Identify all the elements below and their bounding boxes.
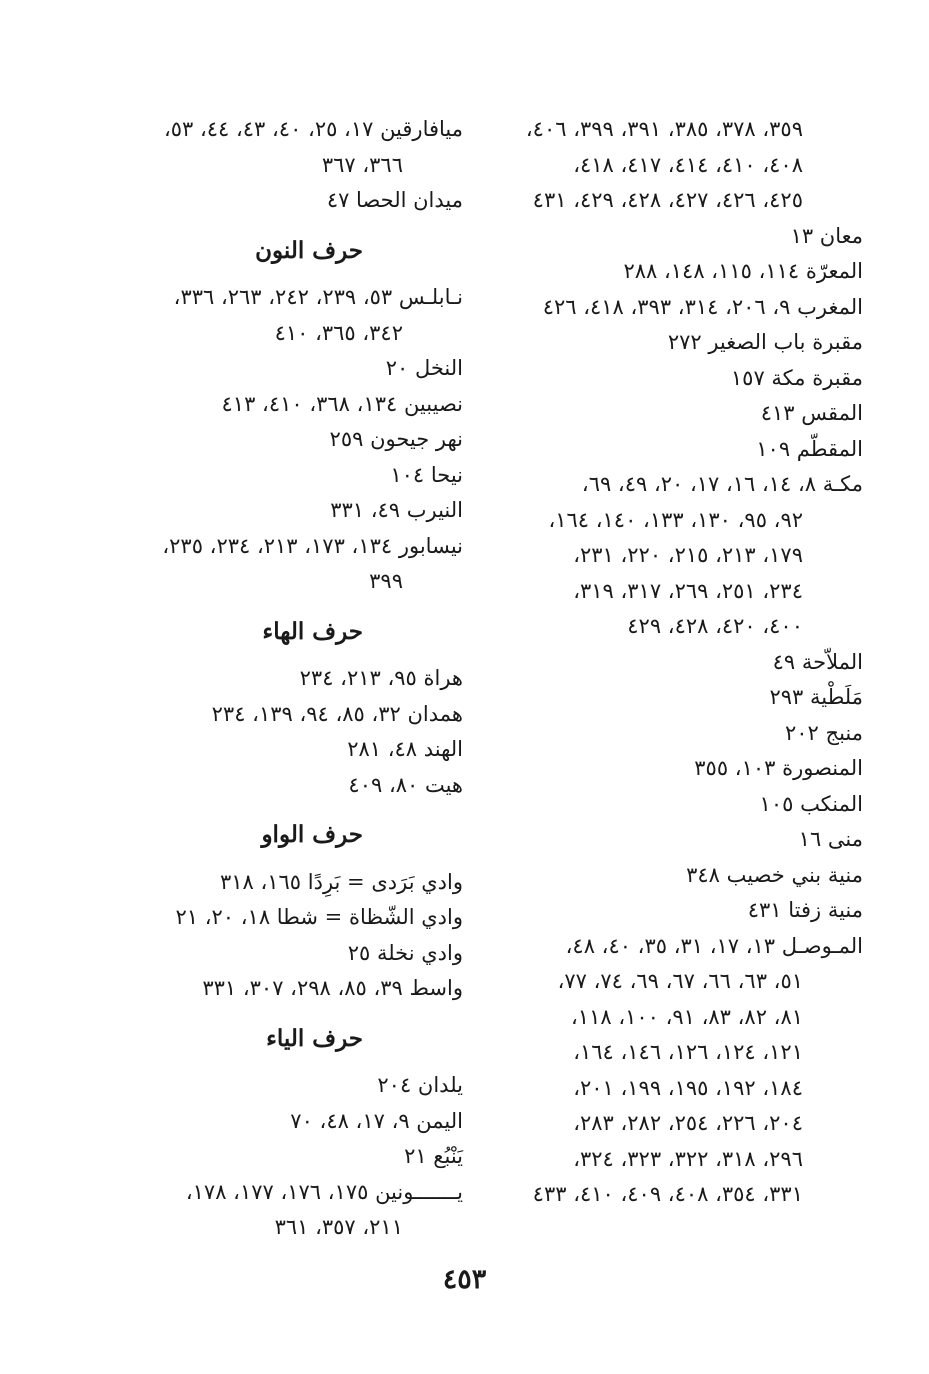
- index-entry-continuation: ٤٢٥، ٤٢٦، ٤٢٧، ٤٢٨، ٤٢٩، ٤٣١: [532, 188, 803, 212]
- index-entry: المنصورة ١٠٣، ٣٥٥: [694, 756, 863, 780]
- index-entry: المقس ٤١٣: [760, 401, 863, 425]
- index-entry: المنكب ١٠٥: [759, 791, 863, 816]
- index-entry-continuation: ١٢١، ١٢٤، ١٢٦، ١٤٦، ١٦٤،: [573, 1040, 803, 1064]
- index-entry: هراة ٩٥، ٢١٣، ٢٣٤: [299, 666, 463, 690]
- index-entry: معان ١٣: [790, 223, 863, 248]
- index-entry: منية زفتا ٤٣١: [747, 898, 863, 922]
- index-entry-continuation: ٣٦٦، ٣٦٧: [321, 152, 403, 177]
- index-entry: النخل ٢٠: [385, 356, 463, 380]
- index-entry-continuation: ٣٣١، ٣٥٤، ٤٠٨، ٤٠٩، ٤١٠، ٤٣٣: [532, 1182, 803, 1206]
- index-entry: نيحا ١٠٤: [390, 462, 463, 487]
- index-entry: مقبرة مكة ١٥٧: [730, 365, 863, 390]
- index-entry: منى ١٦: [798, 827, 863, 851]
- index-entry-continuation: ٢٣٤، ٢٥١، ٢٦٩، ٣١٧، ٣١٩،: [573, 578, 803, 603]
- index-entry: المغرب ٩، ٢٠٦، ٣١٤، ٣٩٣، ٤١٨، ٤٢٦: [542, 294, 863, 319]
- index-entry: وادي نخلة ٢٥: [347, 940, 463, 965]
- index-entry: يَنْبُع ٢١: [404, 1144, 463, 1168]
- index-entry: هيت ٨٠، ٤٠٩: [348, 772, 463, 797]
- index-entry: همدان ٣٢، ٨٥، ٩٤، ١٣٩، ٢٣٤: [211, 701, 463, 726]
- index-entry: نهر جيحون ٢٥٩: [329, 427, 463, 451]
- index-entry: منبج ٢٠٢: [785, 720, 863, 745]
- index-entry: يـــــــونين ١٧٥، ١٧٦، ١٧٧، ١٧٨،: [185, 1179, 463, 1204]
- index-entry-continuation: ٨١، ٨٢، ٨٣، ٩١، ١٠٠، ١١٨،: [571, 1004, 803, 1029]
- index-entry-continuation: ٢١١، ٣٥٧، ٣٦١: [274, 1215, 403, 1239]
- index-entry: المقطّم ١٠٩: [756, 436, 863, 461]
- index-entry-continuation: ١٧٩، ٢١٣، ٢١٥، ٢٢٠، ٢٣١،: [573, 543, 803, 567]
- index-entry-continuation: ٢٩٦، ٣١٨، ٣٢٢، ٣٢٣، ٣٢٤،: [573, 1146, 803, 1171]
- page-number: ٤٥٣: [442, 1264, 487, 1295]
- section-heading: حرف الياء: [266, 1024, 363, 1052]
- index-entry-continuation: ١٨٤، ١٩٢، ١٩٥، ١٩٩، ٢٠١،: [573, 1075, 803, 1100]
- index-entry: مَلَطْية ٢٩٣: [769, 685, 863, 709]
- index-entry: المـوصـل ١٣، ١٧، ٣١، ٣٥، ٤٠، ٤٨،: [565, 933, 863, 958]
- index-entry: نصيبين ١٣٤، ٣٦٨، ٤١٠، ٤١٣: [221, 391, 463, 416]
- index-entry: يلدان ٢٠٤: [377, 1073, 463, 1097]
- index-entry-continuation: ٤٠٨، ٤١٠، ٤١٤، ٤١٧، ٤١٨،: [573, 152, 803, 177]
- section-heading: حرف الهاء: [262, 617, 363, 645]
- index-entry-continuation: ٩٢، ٩٥، ١٣٠، ١٣٣، ١٤٠، ١٦٤،: [548, 507, 803, 532]
- index-entry-continuation: ٥١، ٦٣، ٦٦، ٦٧، ٦٩، ٧٤، ٧٧،: [557, 969, 803, 993]
- index-entry: مقبرة باب الصغير ٢٧٢: [667, 330, 863, 354]
- index-entry-continuation: ٢٠٤، ٢٢٦، ٢٥٤، ٢٨٢، ٢٨٣،: [573, 1111, 803, 1135]
- index-entry-continuation: ٣٤٢، ٣٦٥، ٤١٠: [274, 320, 403, 345]
- index-entry-continuation: ٣٥٩، ٣٧٨، ٣٨٥، ٣٩١، ٣٩٩، ٤٠٦،: [525, 117, 803, 141]
- index-entry: الملاّحة ٤٩: [772, 649, 863, 674]
- index-entry: ميافارقين ١٧، ٢٥، ٤٠، ٤٣، ٤٤، ٥٣،: [163, 117, 463, 141]
- index-column-right: [518, 112, 863, 1213]
- section-heading: حرف الواو: [261, 821, 363, 848]
- index-entry: ميدان الحصا ٤٧: [326, 188, 463, 212]
- section-heading: حرف النون: [255, 236, 363, 264]
- index-entry: النيرب ٤٩، ٣٣١: [330, 498, 463, 522]
- index-entry: واسط ٣٩، ٨٥، ٢٩٨، ٣٠٧، ٣٣١: [202, 976, 463, 1000]
- index-entry-continuation: ٤٠٠، ٤٢٠، ٤٢٨، ٤٢٩: [627, 614, 803, 638]
- index-entry: وادي الشّظاة = شطا ١٨، ٢٠، ٢١: [175, 905, 463, 929]
- index-entry: نيسابور ١٣٤، ١٧٣، ٢١٣، ٢٣٤، ٢٣٥،: [162, 533, 463, 558]
- index-column-left: [103, 112, 463, 1246]
- index-entry: الهند ٤٨، ٢٨١: [347, 737, 463, 761]
- index-entry: اليمن ٩، ١٧، ٤٨، ٧٠: [290, 1108, 463, 1133]
- index-entry-continuation: ٣٩٩: [369, 569, 403, 593]
- index-entry: وادي بَرَدى = بَرِدًا ١٦٥، ٣١٨: [219, 869, 463, 894]
- index-entry: المعرّة ١١٤، ١١٥، ١٤٨، ٢٨٨: [623, 259, 863, 283]
- index-entry: منية بني خصيب ٣٤٨: [686, 862, 863, 887]
- index-entry: مكـة ٨، ١٤، ١٦، ١٧، ٢٠، ٤٩، ٦٩،: [581, 472, 863, 496]
- index-entry: نـابلـس ٥٣، ٢٣٩، ٢٤٢، ٢٦٣، ٣٣٦،: [173, 285, 463, 309]
